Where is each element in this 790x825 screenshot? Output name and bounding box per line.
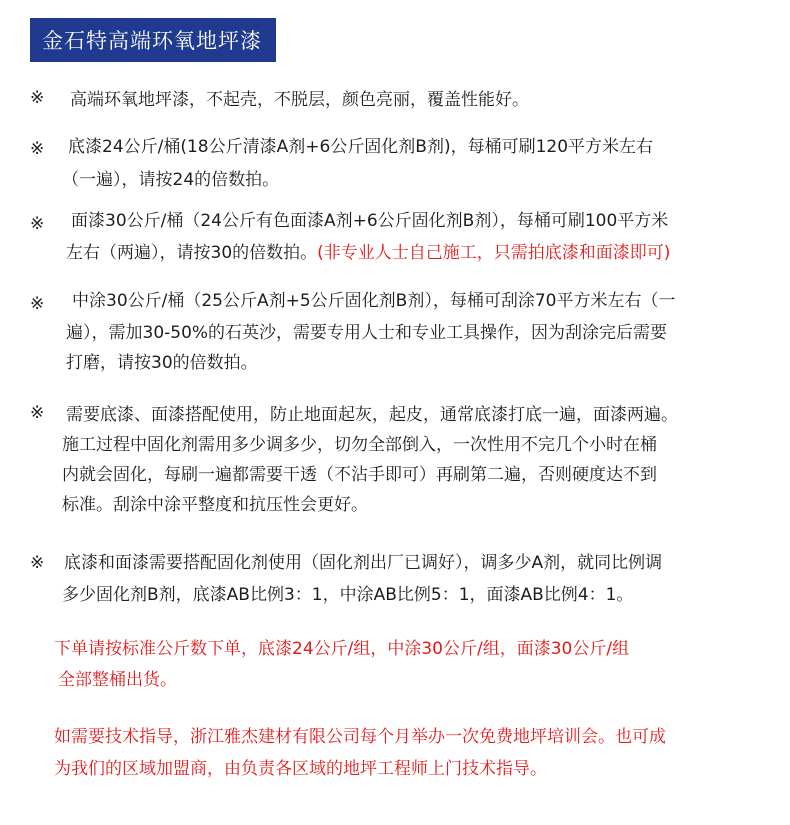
item-3-red-note: (非专业人士自己施工，只需拍底漆和面漆即可) [317, 243, 671, 263]
item-2-line-1: 底漆24公斤/桶(18公斤清漆A剂+6公斤固化剂B剂)，每桶可刷120平方米左右 [68, 137, 654, 157]
order-notice-line-2: 全部整桶出货。 [58, 670, 177, 690]
item-1-line-1: 高端环氧地坪漆，不起壳，不脱层，颜色亮丽，覆盖性能好。 [70, 90, 529, 110]
item-4-line-1: 中涂30公斤/桶（25公斤A剂+5公斤固化剂B剂），每桶可刮涂70平方米左右（一 [72, 291, 676, 311]
item-5-line-4: 标准。刮涂中涂平整度和抗压性会更好。 [62, 495, 368, 515]
order-notice-line-1: 下单请按标准公斤数下单，底漆24公斤/组，中涂30公斤/组，面漆30公斤/组 [54, 639, 630, 659]
reference-mark-icon: ※ [30, 88, 45, 108]
item-3-line-1: 面漆30公斤/桶（24公斤有色面漆A剂+6公斤固化剂B剂），每桶可刷100平方米 [71, 211, 669, 231]
training-notice-line-2: 为我们的区域加盟商，由负责各区域的地坪工程师上门技术指导。 [54, 759, 547, 779]
reference-mark-icon: ※ [30, 403, 45, 423]
item-4-line-3: 打磨，请按30的倍数拍。 [66, 353, 258, 373]
item-5-line-2: 施工过程中固化剂需用多少调多少，切勿全部倒入，一次性用不完几个小时在桶 [62, 435, 657, 455]
reference-mark-icon: ※ [30, 139, 45, 159]
reference-mark-icon: ※ [30, 553, 45, 573]
item-3-line-2-text: 左右（两遍），请按30的倍数拍。 [66, 243, 318, 263]
item-3-line-2 [66, 238, 670, 263]
item-2-line-2: （一遍），请按24的倍数拍。 [62, 170, 280, 190]
item-4-line-2: 遍），需加30-50%的石英沙，需要专用人士和专业工具操作，因为刮涂完后需要 [66, 323, 668, 343]
training-notice-line-1: 如需要技术指导，浙江雅杰建材有限公司每个月举办一次免费地坪培训会。也可成 [54, 727, 666, 747]
page-title: 金石特高端环氧地坪漆 [42, 29, 262, 53]
item-6-line-1: 底漆和面漆需要搭配固化剂使用（固化剂出厂已调好），调多少A剂，就同比例调 [64, 553, 663, 573]
reference-mark-icon: ※ [30, 294, 45, 314]
item-5-line-1: 需要底漆、面漆搭配使用，防止地面起灰，起皮，通常底漆打底一遍，面漆两遍。 [66, 405, 678, 425]
item-6-line-2: 多少固化剂B剂，底漆AB比例3：1，中涂AB比例5：1，面漆AB比例4：1。 [62, 585, 634, 605]
item-5-line-3: 内就会固化，每刷一遍都需要干透（不沾手即可）再刷第二遍，否则硬度达不到 [62, 465, 657, 485]
title-banner [30, 18, 276, 62]
reference-mark-icon: ※ [30, 214, 45, 234]
